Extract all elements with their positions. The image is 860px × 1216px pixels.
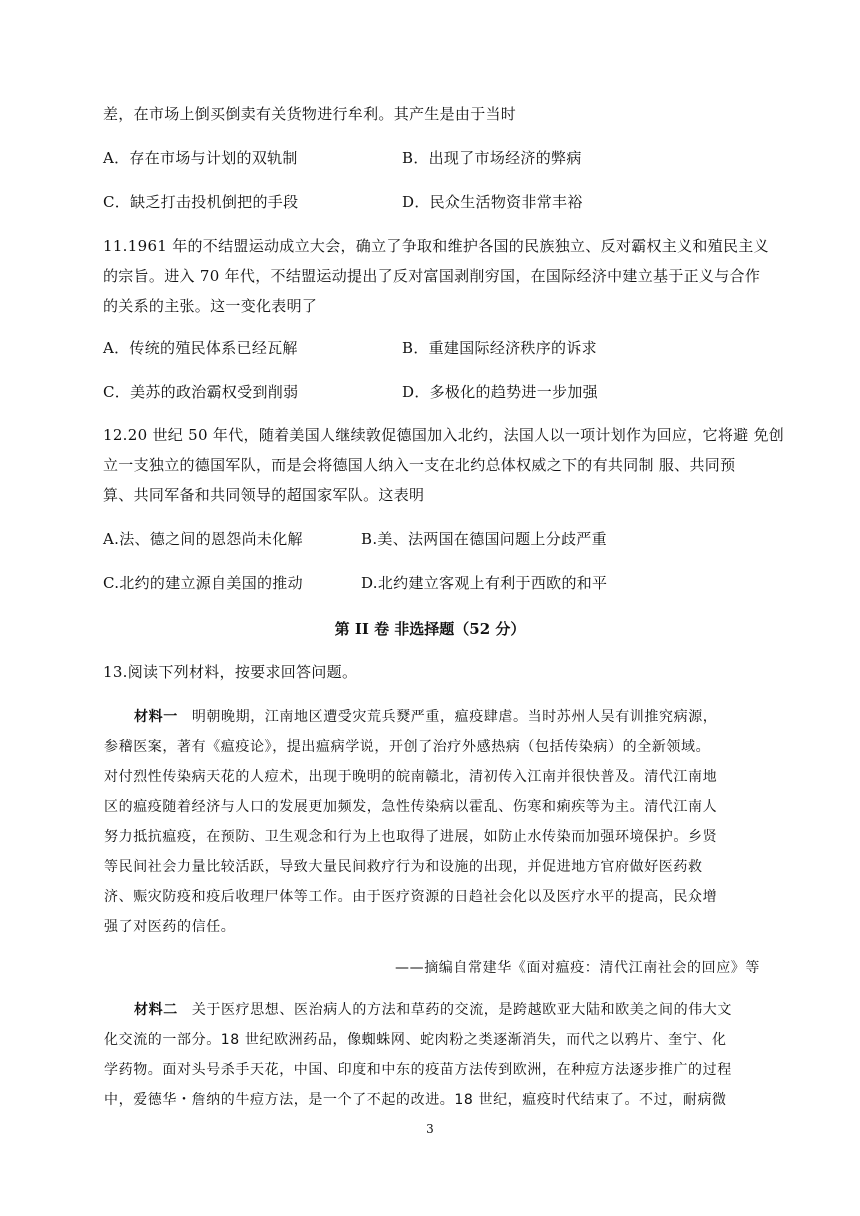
section-title: 第 II 卷 非选择题（52 分） <box>334 620 526 638</box>
q11-stem-line: 的宗旨。进入 70 年代，不结盟运动提出了反对富国剥削穷国，在国际经济中建立基于正义与合作 <box>103 267 761 285</box>
material-text-line: 等民间社会力量比较活跃，导致大量民间救疗行为和设施的出现，并促进地方官府做好医药救 <box>104 859 703 875</box>
material2-label: 材料二 <box>134 1002 178 1018</box>
page-number: 3 <box>426 1122 434 1136</box>
material-text-line: 对付烈性传染病天花的人痘术，出现于晚明的皖南赣北，清初传入江南并很快普及。清代江南地 <box>104 769 718 785</box>
material-text-line: 关于医疗思想、医治病人的方法和草药的交流，是跨越欧亚大陆和欧美之间的伟大文 <box>191 1002 733 1018</box>
q11-option-d: D．多极化的趋势进一步加强 <box>402 383 598 401</box>
q11-option-c: C．美苏的政治霸权受到削弱 <box>103 383 299 401</box>
material1-first-line <box>134 707 717 727</box>
q11-option-a: A．传统的殖民体系已经瓦解 <box>103 339 298 357</box>
material-text-line: 化交流的一部分。18 世纪欧洲药品，像蜘蛛网、蛇肉粉之类逐渐消失，而代之以鸦片、奎宁、化 <box>104 1032 727 1048</box>
q12-stem-line: 立一支独立的德国军队，而是会将德国人纳入一支在北约总体权威之下的有共同制 服、共同预 <box>103 456 736 474</box>
material-text-line: 济、赈灾防疫和疫后收理尸体等工作。由于医疗资源的日趋社会化以及医疗水平的提高，民众增 <box>104 889 718 905</box>
q12-option-c: C.北约的建立源自美国的推动 <box>103 574 303 592</box>
material-text-line: 明朝晚期，江南地区遭受灾荒兵燹严重，瘟疫肆虐。当时苏州人吴有训推究病源， <box>191 709 718 725</box>
material-text-line: 强了对医药的信任。 <box>104 919 236 935</box>
q13-intro: 13.阅读下列材料，按要求回答问题。 <box>103 663 358 681</box>
q11-stem-line: 11.1961 年的不结盟运动成立大会，确立了争取和维护各国的民族独立、反对霸权主义和殖民主义 <box>103 237 769 255</box>
q10-option-d: D．民众生活物资非常丰裕 <box>402 193 583 211</box>
material-text-line: 参稽医案，著有《瘟疫论》，提出瘟病学说，开创了治疗外感热病（包括传染病）的全新领域。 <box>104 739 711 755</box>
material-text-line: 区的瘟疫随着经济与人口的发展更加频发，急性传染病以霍乱、伤寒和痢疾等为主。清代江南人 <box>104 799 718 815</box>
q12-stem-line: 12.20 世纪 50 年代，随着美国人继续敦促德国加入北约，法国人以一项计划作为回应，它将避 免创 <box>103 426 785 444</box>
q11-stem-line: 的关系的主张。这一变化表明了 <box>103 297 318 315</box>
material-text-line: 中，爱德华・詹纳的牛痘方法，是一个了不起的改进。18 世纪，瘟疫时代结束了。不过，耐病微 <box>104 1092 727 1108</box>
q10-option-b: B．出现了市场经济的弊病 <box>402 149 582 167</box>
q10-option-c: C．缺乏打击投机倒把的手段 <box>103 193 299 211</box>
q12-option-a: A.法、德之间的恩怨尚未化解 <box>103 530 303 548</box>
q11-option-b: B．重建国际经济秩序的诉求 <box>402 339 597 357</box>
q12-option-d: D.北约建立客观上有利于西欧的和平 <box>361 574 608 592</box>
material-text-line: 学药物。面对头号杀手天花，中国、印度和中东的疫苗方法传到欧洲，在种痘方法逐步推广的过程 <box>104 1062 732 1078</box>
material1-source: ——摘编自常建华《面对瘟疫：清代江南社会的回应》等 <box>395 960 760 976</box>
q12-option-b: B.美、法两国在德国问题上分歧严重 <box>361 530 607 548</box>
q10-option-a: A．存在市场与计划的双轨制 <box>103 149 298 167</box>
q12-stem-line: 算、共同军备和共同领导的超国家军队。这表明 <box>103 486 425 504</box>
material1-label: 材料一 <box>134 709 178 725</box>
text-line: 差，在市场上倒买倒卖有关货物进行牟利。其产生是由于当时 <box>103 105 517 123</box>
material-text-line: 努力抵抗瘟疫，在预防、卫生观念和行为上也取得了进展，如防止水传染而加强环境保护。乡贤 <box>104 829 718 845</box>
material2-first-line <box>134 1000 732 1020</box>
